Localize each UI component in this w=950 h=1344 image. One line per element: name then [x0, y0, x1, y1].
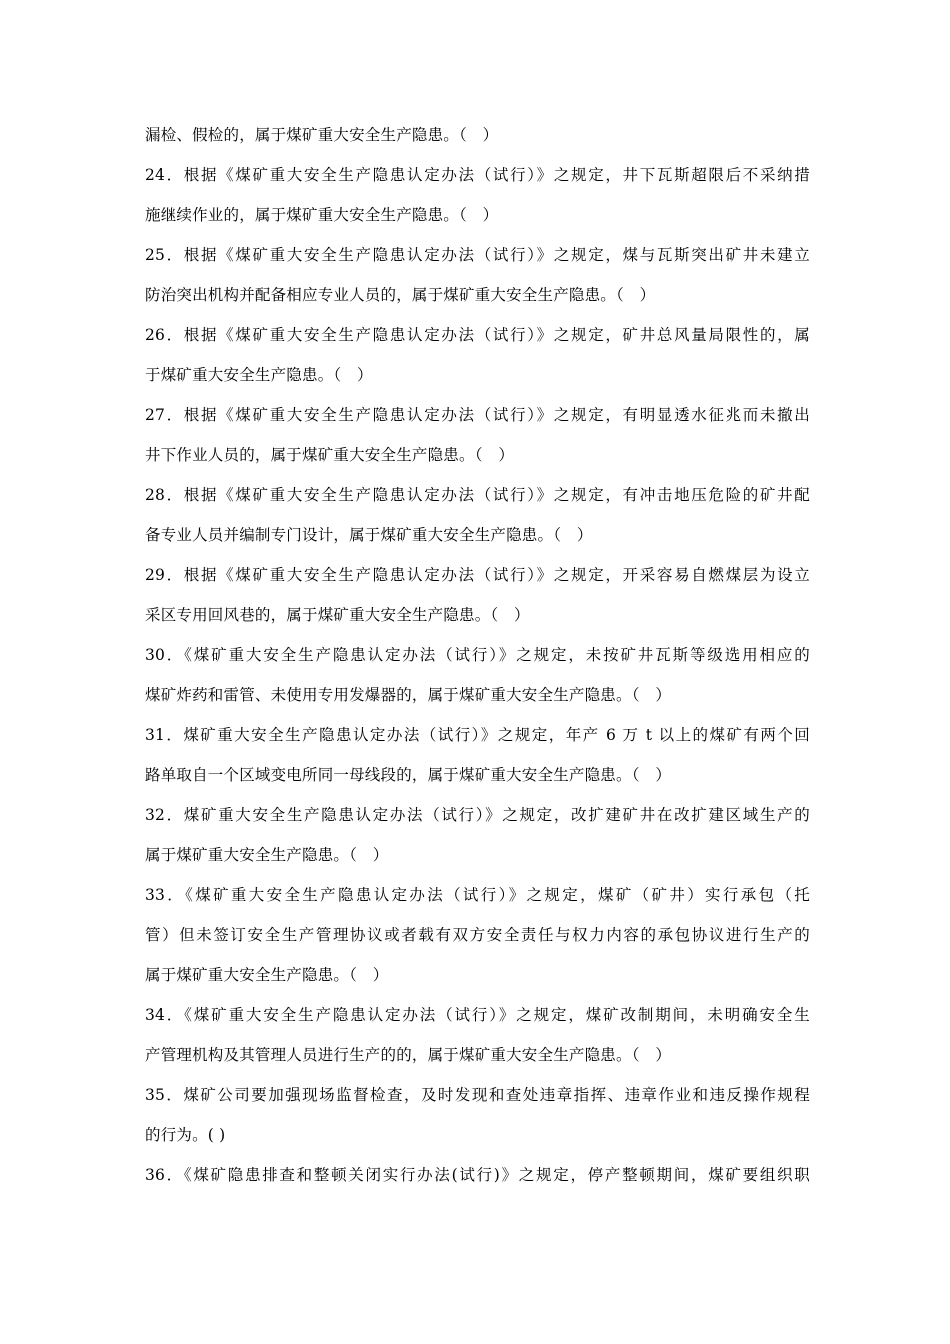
text-line: 的行为。( )	[145, 1126, 226, 1144]
text-line: 36．《煤矿隐患排查和整顿关闭实行办法(试行)》之规定，停产整顿期间，煤矿要组织职	[145, 1166, 810, 1184]
text-line: 32．煤矿重大安全生产隐患认定办法（试行）》之规定，改扩建矿井在改扩建区域生产的	[145, 806, 810, 824]
text-line: 28．根据《煤矿重大安全生产隐患认定办法（试行）》之规定，有冲击地压危险的矿井配	[145, 486, 810, 504]
text-line: 24．根据《煤矿重大安全生产隐患认定办法（试行）》之规定，井下瓦斯超限后不采纳措	[145, 166, 810, 184]
text-line: 34．《煤矿重大安全生产隐患认定办法（试行）》之规定，煤矿改制期间，未明确安全生	[145, 1006, 810, 1024]
text-line: 属于煤矿重大安全生产隐患。（ ）	[145, 966, 389, 984]
text-line: 35．煤矿公司要加强现场监督检查，及时发现和查处违章指挥、违章作业和违反操作规程	[145, 1086, 810, 1104]
text-line: 采区专用回风巷的，属于煤矿重大安全生产隐患。（ ）	[145, 606, 530, 624]
text-line: 33．《煤矿重大安全生产隐患认定办法（试行）》之规定，煤矿（矿井）实行承包（托	[145, 886, 810, 904]
text-line: 防治突出机构并配备相应专业人员的，属于煤矿重大安全生产隐患。（ ）	[145, 286, 656, 304]
text-line: 31．煤矿重大安全生产隐患认定办法（试行）》之规定，年产 6 万 t 以上的煤矿有两个回	[145, 726, 810, 744]
text-line: 属于煤矿重大安全生产隐患。（ ）	[145, 846, 389, 864]
text-line: 26．根据《煤矿重大安全生产隐患认定办法（试行）》之规定，矿井总风量局限性的，属	[145, 326, 810, 344]
text-line: 29．根据《煤矿重大安全生产隐患认定办法（试行）》之规定，开采容易自燃煤层为设立	[145, 566, 810, 584]
text-line: 煤矿炸药和雷管、未使用专用发爆器的，属于煤矿重大安全生产隐患。（ ）	[145, 686, 672, 704]
text-line: 产管理机构及其管理人员进行生产的的，属于煤矿重大安全生产隐患。（ ）	[145, 1046, 672, 1064]
text-line: 30．《煤矿重大安全生产隐患认定办法（试行）》之规定，未按矿井瓦斯等级选用相应的	[145, 646, 810, 664]
text-line: 井下作业人员的，属于煤矿重大安全生产隐患。（ ）	[145, 446, 515, 464]
text-line: 施继续作业的，属于煤矿重大安全生产隐患。（ ）	[145, 206, 499, 224]
text-line: 备专业人员并编制专门设计，属于煤矿重大安全生产隐患。（ ）	[145, 526, 593, 544]
text-line: 于煤矿重大安全生产隐患。（ ）	[145, 366, 373, 384]
text-line: 25．根据《煤矿重大安全生产隐患认定办法（试行）》之规定，煤与瓦斯突出矿井未建立	[145, 246, 810, 264]
text-line: 管）但未签订安全生产管理协议或者载有双方安全责任与权力内容的承包协议进行生产的	[145, 926, 810, 944]
text-line: 27．根据《煤矿重大安全生产隐患认定办法（试行）》之规定，有明显透水征兆而未撤出	[145, 406, 810, 424]
text-line: 路单取自一个区域变电所同一母线段的，属于煤矿重大安全生产隐患。（ ）	[145, 766, 672, 784]
text-line: 漏检、假检的，属于煤矿重大安全生产隐患。（ ）	[145, 126, 499, 144]
